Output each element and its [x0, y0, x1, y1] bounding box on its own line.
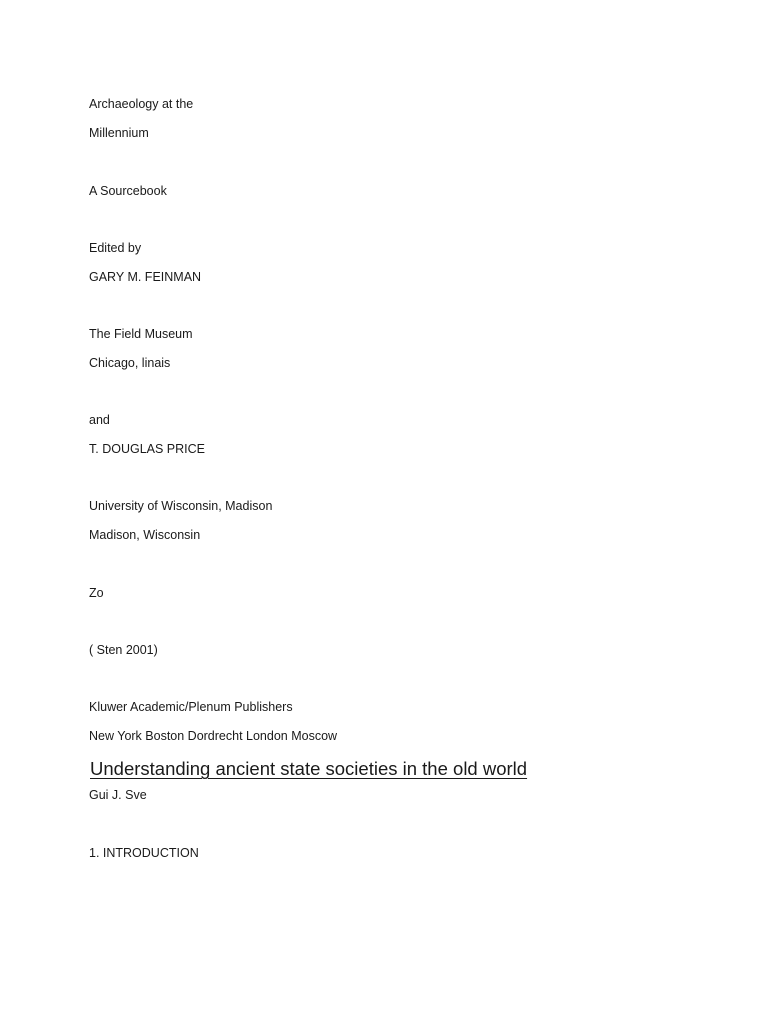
book-subtitle: A Sourcebook	[89, 184, 167, 198]
edited-by-label: Edited by	[89, 241, 142, 255]
editor-2-institution: University of Wisconsin, Madison	[89, 499, 273, 513]
editor-name-1: GARY M. FEINMAN	[89, 270, 202, 284]
book-title-line-1: Archaeology at the	[89, 97, 194, 111]
publisher-name: Kluwer Academic/Plenum Publishers	[89, 700, 293, 714]
publisher-cities: New York Boston Dordrecht London Moscow	[89, 729, 338, 743]
mark-text: Zo	[89, 586, 104, 600]
editor-1-location: Chicago, linais	[89, 356, 171, 370]
editor-1-institution: The Field Museum	[89, 327, 193, 341]
editor-name-2: T. DOUGLAS PRICE	[89, 442, 205, 456]
chapter-title: Understanding ancient state societies in the old world	[90, 758, 528, 779]
section-heading-introduction: 1. INTRODUCTION	[89, 846, 199, 860]
editor-2-location: Madison, Wisconsin	[89, 528, 201, 542]
book-title-line-2: Millennium	[89, 126, 149, 140]
date-note: ( Sten 2001)	[89, 643, 158, 657]
and-conjunction: and	[89, 413, 110, 427]
chapter-author: Gui J. Sve	[89, 788, 147, 802]
